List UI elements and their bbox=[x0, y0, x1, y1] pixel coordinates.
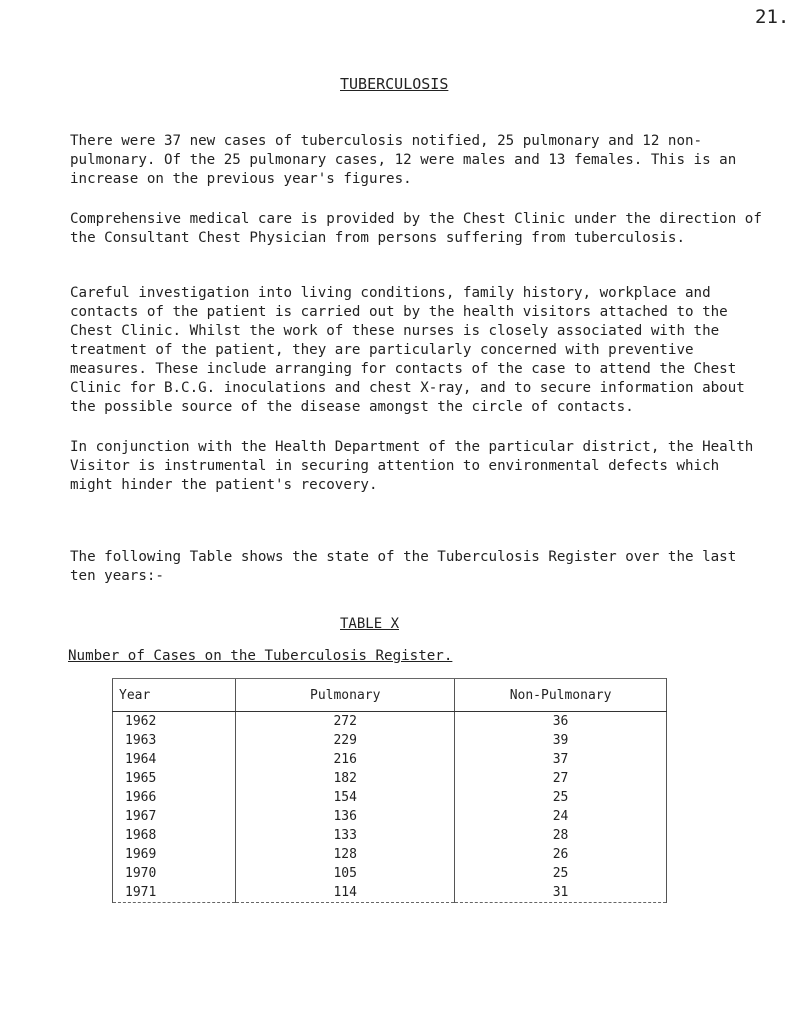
cell-year: 1967 bbox=[113, 807, 236, 826]
cell-non-pulmonary: 39 bbox=[455, 731, 667, 750]
cell-year: 1971 bbox=[113, 883, 236, 903]
cell-non-pulmonary: 36 bbox=[455, 712, 667, 732]
cell-pulmonary: 105 bbox=[236, 864, 455, 883]
paragraph-medical-care: Comprehensive medical care is provided by the Chest Clinic under the direction of the Consultant Chest Physician from persons suffering from tuberculosis. bbox=[70, 211, 762, 246]
paragraph-notifications: There were 37 new cases of tuberculosis notified, 25 pulmonary and 12 non-pulmonary. Of the 25 pulmonary cases, 12 were males and 13 females. This is an increase on the previous year's figures. bbox=[70, 133, 737, 187]
paragraph-investigation: Careful investigation into living conditions, family history, workplace and contacts of the patient is carried out by the health visitors attached to the Chest Clinic. Whilst the work of these nurses is closely associated with the treatment of the patient, they are particularly concerned with preventive measures. These include arranging for contacts of the case to attend the Chest Clinic for B.C.G. inoculations and chest X-ray, and to secure information about the possible source of the disease amongst the circle of contacts. bbox=[70, 285, 745, 415]
cell-non-pulmonary: 24 bbox=[455, 807, 667, 826]
cell-year: 1968 bbox=[113, 826, 236, 845]
cell-year: 1965 bbox=[113, 769, 236, 788]
cell-pulmonary: 154 bbox=[236, 788, 455, 807]
cell-pulmonary: 133 bbox=[236, 826, 455, 845]
cell-non-pulmonary: 25 bbox=[455, 788, 667, 807]
table-row bbox=[113, 712, 667, 732]
table-row bbox=[113, 769, 667, 788]
table-row bbox=[113, 883, 667, 903]
cell-pulmonary: 182 bbox=[236, 769, 455, 788]
cell-year: 1969 bbox=[113, 845, 236, 864]
table-label: TABLE X bbox=[340, 616, 400, 632]
table-row bbox=[113, 845, 667, 864]
paragraph-table-intro: The following Table shows the state of the Tuberculosis Register over the last ten years:- bbox=[70, 549, 737, 584]
cell-pulmonary: 272 bbox=[236, 712, 455, 732]
table-header-row bbox=[113, 679, 667, 712]
cell-pulmonary: 136 bbox=[236, 807, 455, 826]
paragraph-health-visitor: In conjunction with the Health Department of the particular district, the Health Visitor is instrumental in securing attention to environmental defects which might hinder the patient's recovery. bbox=[70, 439, 754, 493]
table-row bbox=[113, 731, 667, 750]
cell-non-pulmonary: 27 bbox=[455, 769, 667, 788]
cell-pulmonary: 229 bbox=[236, 731, 455, 750]
cell-pulmonary: 128 bbox=[236, 845, 455, 864]
cell-year: 1963 bbox=[113, 731, 236, 750]
cell-non-pulmonary: 31 bbox=[455, 883, 667, 903]
page-title: TUBERCULOSIS bbox=[340, 75, 449, 93]
cell-year: 1962 bbox=[113, 712, 236, 732]
cell-year: 1964 bbox=[113, 750, 236, 769]
header-year: Year bbox=[113, 679, 236, 712]
cell-non-pulmonary: 37 bbox=[455, 750, 667, 769]
table-row bbox=[113, 750, 667, 769]
cell-year: 1970 bbox=[113, 864, 236, 883]
table-row bbox=[113, 864, 667, 883]
cell-pulmonary: 216 bbox=[236, 750, 455, 769]
table-row bbox=[113, 788, 667, 807]
cell-non-pulmonary: 28 bbox=[455, 826, 667, 845]
cell-non-pulmonary: 25 bbox=[455, 864, 667, 883]
cell-non-pulmonary: 26 bbox=[455, 845, 667, 864]
table-row bbox=[113, 807, 667, 826]
page-number: 21. bbox=[755, 6, 790, 28]
header-non-pulmonary: Non-Pulmonary bbox=[455, 679, 667, 712]
cell-year: 1966 bbox=[113, 788, 236, 807]
table-row bbox=[113, 826, 667, 845]
table-caption: Number of Cases on the Tuberculosis Register. bbox=[68, 648, 453, 664]
header-pulmonary: Pulmonary bbox=[236, 679, 455, 712]
cell-pulmonary: 114 bbox=[236, 883, 455, 903]
register-table bbox=[112, 678, 667, 903]
